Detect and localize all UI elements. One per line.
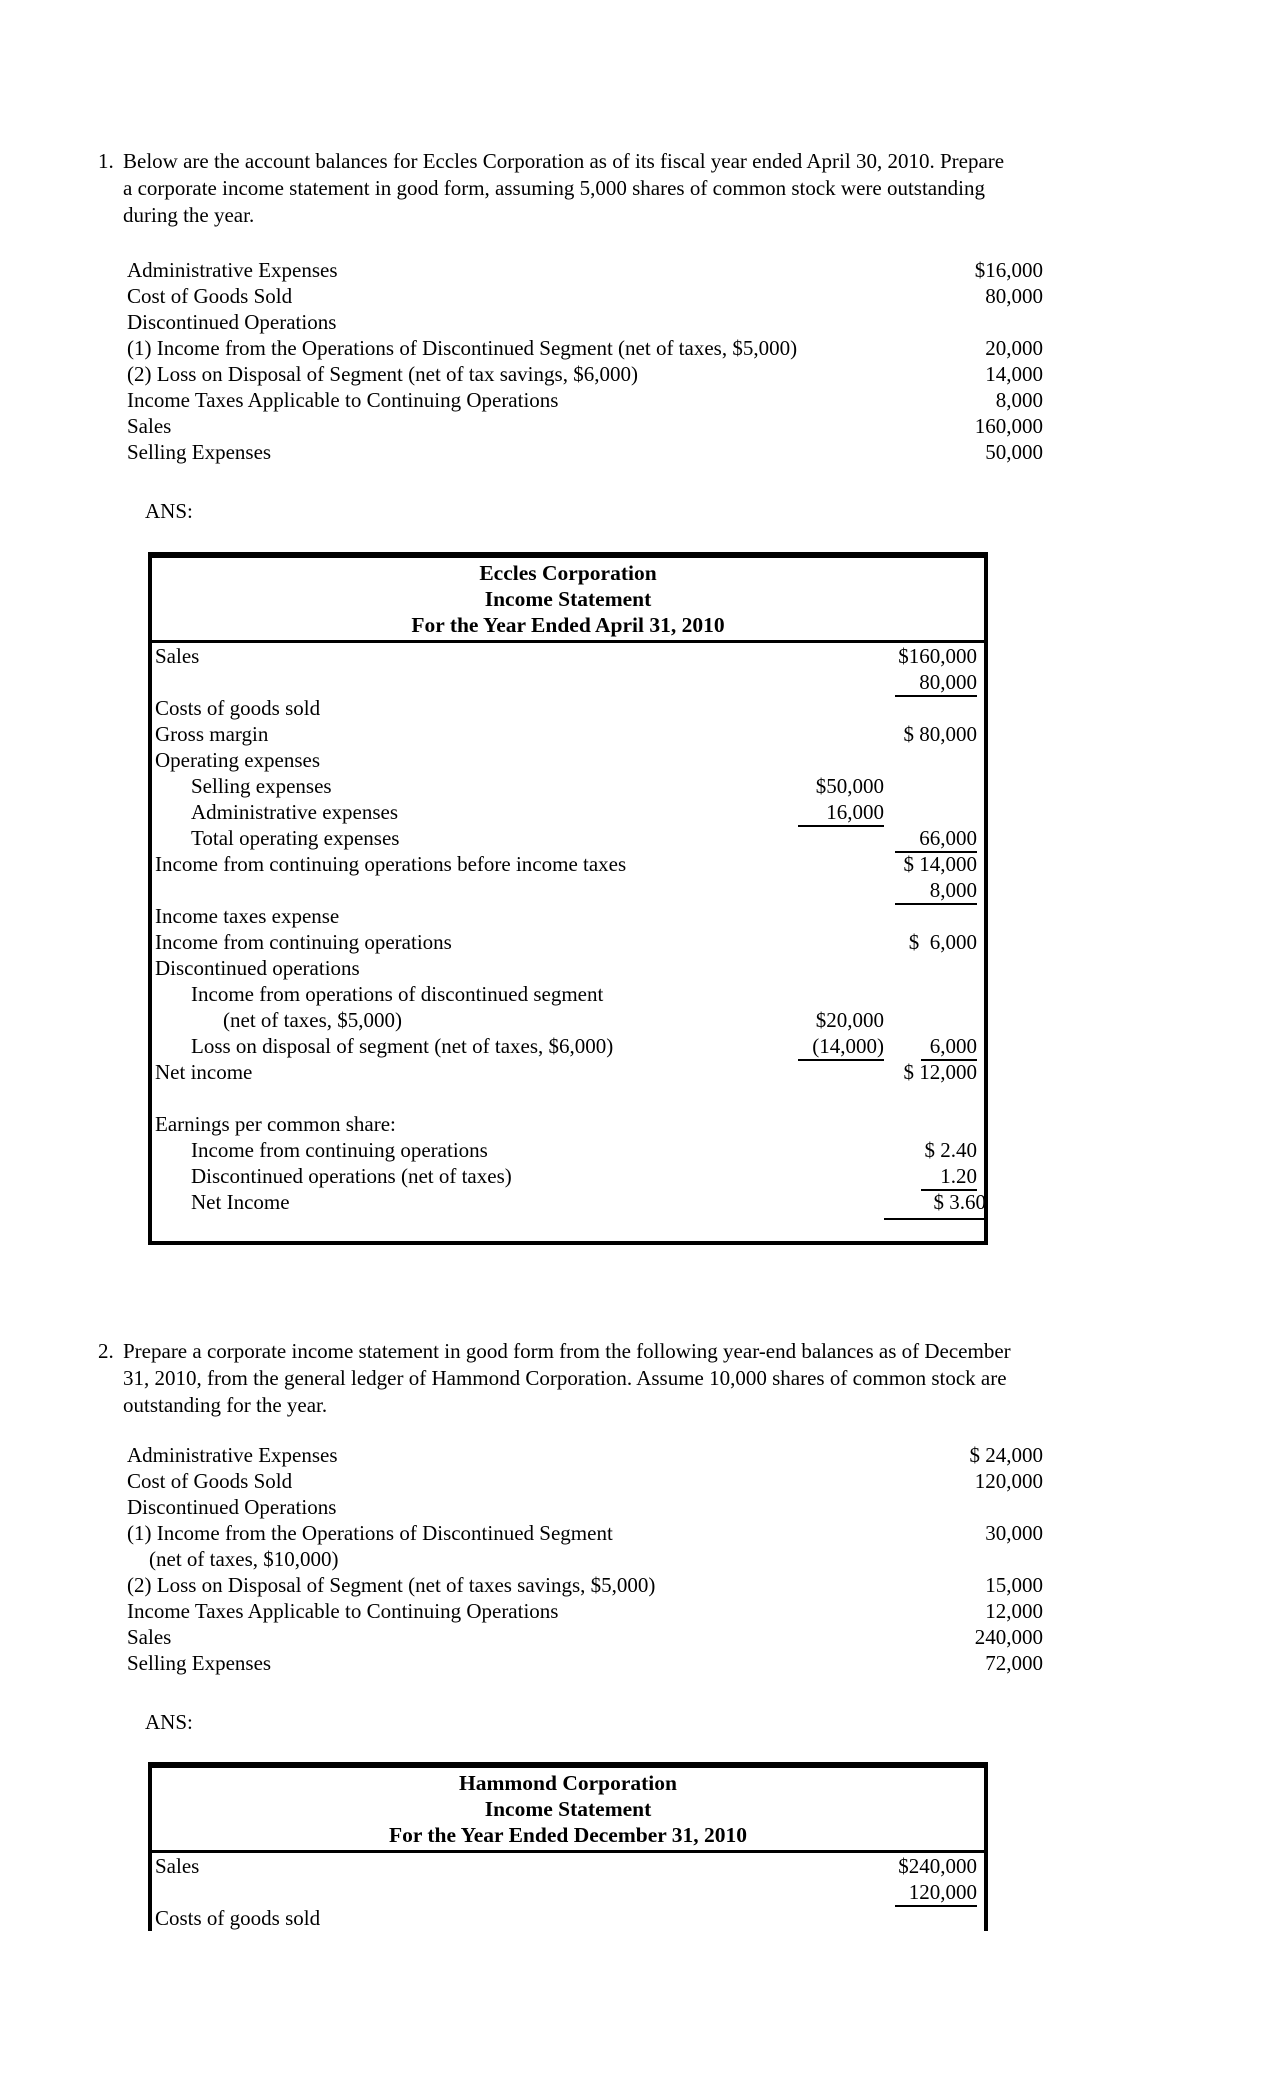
balance-label: (2) Loss on Disposal of Segment (net of tax savings, $6,000): [127, 362, 638, 386]
balance-label: Income Taxes Applicable to Continuing Operations: [127, 388, 559, 412]
statement-right-value: $ 14,000: [903, 852, 977, 876]
text-line: Prepare a corporate income statement in good form from the following year-end balances as of December: [123, 1339, 1011, 1363]
statement-mid-value: [774, 1033, 884, 1061]
text-line: Below are the account balances for Eccles Corporation as of its fiscal year ended April 30, 2010. Prepare: [123, 149, 1005, 173]
statement-label: Income taxes expense: [155, 904, 340, 928]
sum-underline: (14,000): [798, 1033, 884, 1061]
balance-row: [127, 1572, 1043, 1598]
balance-label: Discontinued Operations: [127, 310, 337, 334]
balance-label: Sales: [127, 1625, 172, 1649]
statement-label: Costs of goods sold: [155, 696, 321, 720]
statement-row: [152, 1189, 984, 1215]
balance-row: [127, 335, 1043, 361]
balance-row: [127, 387, 1043, 413]
statement-label: Net income: [155, 1060, 253, 1084]
problem-1-answer-label: ANS:: [145, 499, 193, 523]
statement-title-line: Income Statement: [484, 587, 652, 611]
balance-row: [127, 1624, 1043, 1650]
statement-row: [152, 721, 984, 747]
balance-row: [127, 283, 1043, 309]
statement-right-value: [884, 825, 984, 853]
balance-value: 20,000: [985, 336, 1043, 360]
balance-row: [127, 309, 1043, 335]
statement-row: [152, 695, 984, 721]
statement-row: [152, 669, 984, 695]
balance-label: (2) Loss on Disposal of Segment (net of taxes savings, $5,000): [127, 1573, 656, 1597]
statement-label: Discontinued operations (net of taxes): [191, 1164, 512, 1188]
statement-title-line: For the Year Ended April 31, 2010: [411, 613, 725, 637]
balance-value: $16,000: [974, 258, 1043, 282]
balance-value: 14,000: [985, 362, 1043, 386]
sum-underline: 120,000: [895, 1879, 977, 1907]
text-line: a corporate income statement in good form, assuming 5,000 shares of common stock were outstanding: [123, 176, 985, 200]
statement-row: [152, 643, 984, 669]
statement-row: [152, 799, 984, 825]
statement-label: Administrative expenses: [191, 800, 399, 824]
statement-mid-value: $50,000: [815, 774, 884, 798]
balance-label: (1) Income from the Operations of Discontinued Segment (net of taxes, $5,000): [127, 336, 798, 360]
balance-row: [127, 361, 1043, 387]
statement-right-value: $ 12,000: [903, 1060, 977, 1084]
statement-label: Total operating expenses: [191, 826, 400, 850]
balance-value: 72,000: [985, 1651, 1043, 1675]
balance-row: [127, 1598, 1043, 1624]
statement-row: [152, 851, 984, 877]
statement-label: Operating expenses: [155, 748, 321, 772]
problem-2-text: [123, 1338, 1178, 1419]
balance-row: [127, 1520, 1043, 1546]
statement-label: Sales: [155, 644, 200, 668]
text-line: during the year.: [123, 203, 255, 227]
statement-row: [152, 1137, 984, 1163]
statement-row: [152, 929, 984, 955]
statement-rows: [152, 643, 984, 1241]
problem-2-number: 2.: [98, 1339, 114, 1363]
statement-row: [152, 1033, 984, 1059]
balance-row: [127, 1442, 1043, 1468]
statement-row: [152, 955, 984, 981]
balance-row: [127, 1546, 1043, 1572]
statement-label: Discontinued operations: [155, 956, 360, 980]
problem-1-account-balances: [127, 257, 1043, 465]
statement-right-value: $ 6,000: [908, 930, 977, 954]
statement-title-line: Eccles Corporation: [479, 561, 657, 585]
balance-value: 120,000: [974, 1469, 1043, 1493]
statement-row: [152, 1059, 984, 1085]
statement-row: [152, 1085, 984, 1111]
balance-label: Cost of Goods Sold: [127, 1469, 293, 1493]
sum-underline: 80,000: [895, 669, 977, 697]
problem-1-number: 1.: [98, 149, 114, 173]
eccles-income-statement-table: [148, 552, 988, 1245]
statement-label: Loss on disposal of segment (net of taxes, $6,000): [191, 1034, 614, 1058]
statement-label: (net of taxes, $5,000): [223, 1008, 403, 1032]
statement-label: Sales: [155, 1854, 200, 1878]
balance-label: (net of taxes, $10,000): [149, 1547, 339, 1571]
statement-rows: [152, 1853, 984, 1931]
statement-right-value: [884, 669, 984, 697]
statement-right-value: [884, 1033, 984, 1061]
hammond-income-statement-table: [148, 1762, 988, 1931]
statement-title-line: Hammond Corporation: [459, 1771, 677, 1795]
statement-row: [152, 773, 984, 799]
balance-value: 50,000: [985, 440, 1043, 464]
statement-row: [152, 1007, 984, 1033]
statement-title: [152, 1768, 984, 1853]
statement-row: [152, 1111, 984, 1137]
statement-label: Income from operations of discontinued segment: [191, 982, 604, 1006]
balance-value: 240,000: [974, 1625, 1043, 1649]
statement-row: [152, 1879, 984, 1905]
statement-row: [152, 981, 984, 1007]
sum-underline: 6,000: [921, 1033, 977, 1061]
balance-label: Discontinued Operations: [127, 1495, 337, 1519]
balance-label: Income Taxes Applicable to Continuing Operations: [127, 1599, 559, 1623]
statement-right-value: $160,000: [898, 644, 977, 668]
balance-value: 160,000: [974, 414, 1043, 438]
statement-right-value: $ 80,000: [903, 722, 977, 746]
statement-right-value: $ 2.40: [924, 1138, 977, 1162]
balance-label: Administrative Expenses: [127, 258, 338, 282]
statement-row: [152, 1163, 984, 1189]
sum-underline: $ 3.60: [884, 1189, 986, 1220]
statement-right-value: [884, 1189, 984, 1220]
problem-2-answer-label: ANS:: [145, 1710, 193, 1734]
text-line: 31, 2010, from the general ledger of Hammond Corporation. Assume 10,000 shares of common stock are: [123, 1366, 1007, 1390]
statement-row: [152, 1215, 984, 1241]
statement-right-value: $240,000: [898, 1854, 977, 1878]
statement-right-value: [884, 1163, 984, 1191]
problem-1-text: [123, 148, 1178, 229]
statement-label: Income from continuing operations before income taxes: [155, 852, 627, 876]
statement-row: [152, 1853, 984, 1879]
balance-label: Selling Expenses: [127, 1651, 272, 1675]
statement-label: Earnings per common share:: [155, 1112, 396, 1136]
balance-label: Cost of Goods Sold: [127, 284, 293, 308]
balance-value: 30,000: [985, 1521, 1043, 1545]
balance-row: [127, 1650, 1043, 1676]
balance-label: (1) Income from the Operations of Discontinued Segment: [127, 1521, 613, 1545]
statement-right-value: [884, 1879, 984, 1907]
balance-value: $ 24,000: [969, 1443, 1043, 1467]
balance-row: [127, 439, 1043, 465]
sum-underline: 1.20: [921, 1163, 977, 1191]
balance-value: 15,000: [985, 1573, 1043, 1597]
statement-mid-value: $20,000: [815, 1008, 884, 1032]
statement-row: [152, 747, 984, 773]
sum-underline: 8,000: [895, 877, 977, 905]
balance-label: Administrative Expenses: [127, 1443, 338, 1467]
balance-row: [127, 1494, 1043, 1520]
statement-label: Costs of goods sold: [155, 1906, 321, 1930]
problem-1: [98, 148, 1178, 229]
balance-value: 80,000: [985, 284, 1043, 308]
balance-row: [127, 257, 1043, 283]
statement-label: Selling expenses: [191, 774, 332, 798]
statement-row: [152, 1905, 984, 1931]
statement-row: [152, 825, 984, 851]
statement-label: Income from continuing operations: [155, 930, 452, 954]
sum-underline: 66,000: [895, 825, 977, 853]
statement-row: [152, 877, 984, 903]
statement-title-line: Income Statement: [484, 1797, 652, 1821]
balance-label: Selling Expenses: [127, 440, 272, 464]
balance-row: [127, 1468, 1043, 1494]
text-line: outstanding for the year.: [123, 1393, 328, 1417]
balance-value: 12,000: [985, 1599, 1043, 1623]
statement-label: Net Income: [191, 1190, 290, 1214]
problem-2: [98, 1338, 1178, 1419]
statement-mid-value: [774, 799, 884, 827]
problem-2-account-balances: [127, 1442, 1043, 1676]
balance-row: [127, 413, 1043, 439]
statement-label: Income from continuing operations: [191, 1138, 488, 1162]
statement-row: [152, 903, 984, 929]
balance-value: 8,000: [995, 388, 1043, 412]
statement-label: Gross margin: [155, 722, 269, 746]
balance-label: Sales: [127, 414, 172, 438]
statement-right-value: [884, 877, 984, 905]
sum-underline: 16,000: [798, 799, 884, 827]
statement-title-line: For the Year Ended December 31, 2010: [388, 1823, 748, 1847]
statement-title: [152, 558, 984, 643]
